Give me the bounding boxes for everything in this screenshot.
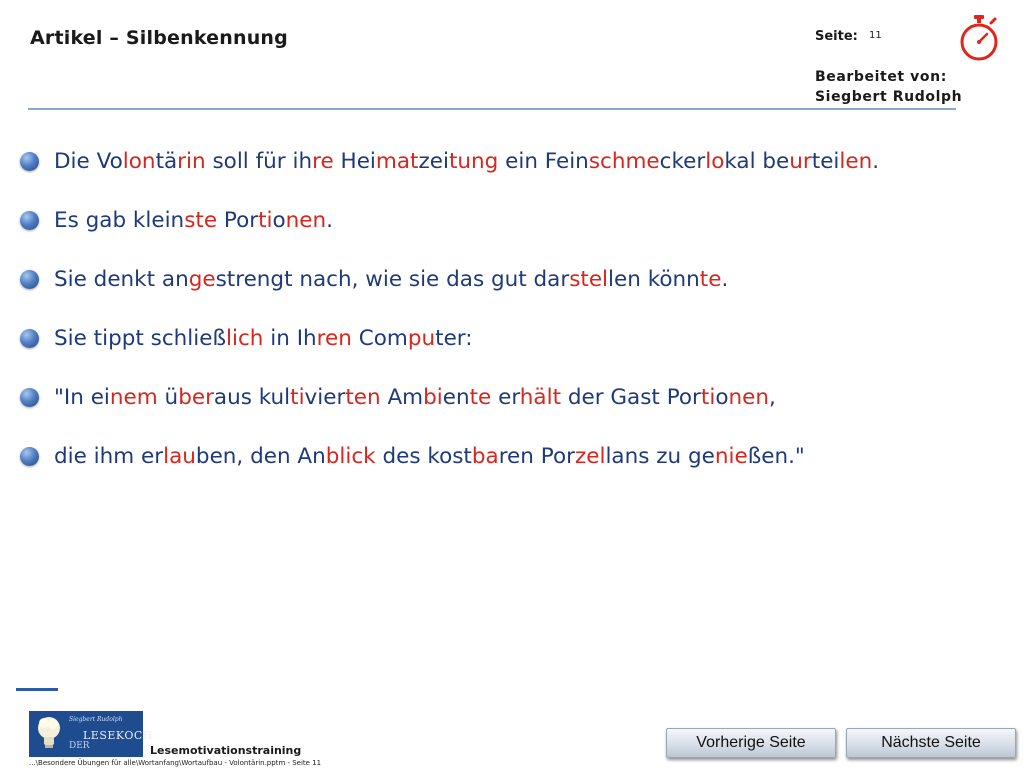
syllable-text: strengt nach, wie sie das gut dar bbox=[215, 267, 570, 292]
program-label: Lesemotivationstraining bbox=[150, 744, 302, 757]
bullet-icon bbox=[20, 211, 39, 230]
accent-dash bbox=[16, 688, 58, 691]
syllable-highlight: pu bbox=[407, 326, 436, 351]
sentence-text bbox=[54, 326, 473, 351]
syllable-text: Die Vo bbox=[54, 149, 123, 174]
syllable-highlight: tung bbox=[448, 149, 499, 174]
syllable-text: kal be bbox=[724, 149, 790, 174]
syllable-highlight: mat bbox=[375, 149, 419, 174]
syllable-highlight: ti bbox=[290, 385, 305, 410]
syllable-text: . bbox=[326, 208, 333, 233]
syllable-highlight: ge bbox=[188, 267, 216, 292]
syllable-highlight: lich bbox=[226, 326, 264, 351]
syllable-highlight: rin bbox=[177, 149, 206, 174]
syllable-highlight: zel bbox=[574, 444, 606, 469]
lesekoch-logo bbox=[29, 711, 153, 757]
syllable-highlight: blick bbox=[325, 444, 376, 469]
logo-author: Siegbert Rudolph bbox=[69, 716, 123, 723]
syllable-text: der Gast Por bbox=[561, 385, 701, 410]
edited-by-name: Siegbert Rudolph bbox=[815, 89, 963, 105]
next-page-button[interactable]: Nächste Seite bbox=[846, 728, 1016, 758]
sentence-text bbox=[54, 444, 805, 469]
syllable-highlight: lau bbox=[163, 444, 196, 469]
syllable-text: ein Fein bbox=[498, 149, 589, 174]
syllable-highlight: ba bbox=[471, 444, 499, 469]
syllable-highlight: lo bbox=[705, 149, 725, 174]
syllable-text: . bbox=[872, 149, 880, 174]
syllable-highlight: ur bbox=[789, 149, 812, 174]
syllable-text: "In ei bbox=[54, 385, 110, 410]
syllable-text: ßen." bbox=[747, 444, 805, 469]
syllable-text: len könn bbox=[608, 267, 700, 292]
syllable-text: Sie tippt schließ bbox=[54, 326, 227, 351]
logo-brand: LESEKOCH bbox=[83, 729, 153, 742]
syllable-text: in Ih bbox=[263, 326, 317, 351]
sentence-text bbox=[54, 149, 879, 174]
sentence-text bbox=[54, 385, 776, 410]
sentence-text bbox=[54, 208, 333, 233]
syllable-highlight: stel bbox=[569, 267, 609, 292]
syllable-text: ben, den An bbox=[195, 444, 326, 469]
bullet-icon bbox=[20, 270, 39, 289]
syllable-text: aus kul bbox=[213, 385, 291, 410]
syllable-text: Hei bbox=[333, 149, 376, 174]
page-label: Seite: bbox=[815, 29, 858, 44]
syllable-highlight: nem bbox=[109, 385, 158, 410]
syllable-text: Es gab klein bbox=[54, 208, 185, 233]
syllable-text: o bbox=[272, 208, 286, 233]
syllable-highlight: nen bbox=[728, 385, 769, 410]
sentence-line bbox=[20, 427, 1010, 486]
bullet-icon bbox=[20, 447, 39, 466]
bullet-icon bbox=[20, 388, 39, 407]
logo-bulb-icon bbox=[35, 715, 63, 751]
syllable-text: lans zu ge bbox=[605, 444, 715, 469]
syllable-text: Por bbox=[217, 208, 259, 233]
sentence-line bbox=[20, 368, 1010, 427]
page-number: 11 bbox=[869, 30, 882, 41]
syllable-text: er bbox=[491, 385, 520, 410]
syllable-highlight: te bbox=[469, 385, 492, 410]
header-divider bbox=[28, 108, 956, 110]
syllable-highlight: lon bbox=[122, 149, 156, 174]
sentence-text bbox=[54, 267, 728, 292]
previous-page-button[interactable]: Vorherige Seite bbox=[666, 728, 836, 758]
edited-by-label: Bearbeitet von: bbox=[815, 69, 947, 85]
edited-by bbox=[815, 67, 962, 107]
syllable-text: soll für ih bbox=[205, 149, 313, 174]
syllable-highlight: re bbox=[312, 149, 334, 174]
syllable-highlight: len bbox=[839, 149, 873, 174]
logo-prefix: DER bbox=[69, 741, 90, 751]
sentence-line bbox=[20, 132, 1010, 191]
syllable-text: ren Por bbox=[498, 444, 575, 469]
bullet-icon bbox=[20, 329, 39, 348]
syllable-highlight: te bbox=[699, 267, 722, 292]
syllable-text: Am bbox=[380, 385, 424, 410]
syllable-text: o bbox=[715, 385, 729, 410]
syllable-text: ü bbox=[157, 385, 179, 410]
syllable-text: Com bbox=[351, 326, 408, 351]
syllable-text: Sie denkt an bbox=[54, 267, 189, 292]
syllable-text: ter: bbox=[435, 326, 473, 351]
syllable-text: cker bbox=[659, 149, 706, 174]
sentence-line bbox=[20, 250, 1010, 309]
syllable-text: , bbox=[768, 385, 776, 410]
sentence-list bbox=[20, 132, 1010, 486]
bullet-icon bbox=[20, 152, 39, 171]
syllable-text: tei bbox=[811, 149, 840, 174]
syllable-highlight: ren bbox=[316, 326, 352, 351]
syllable-highlight: hält bbox=[519, 385, 562, 410]
syllable-highlight: schme bbox=[588, 149, 660, 174]
sentence-line bbox=[20, 309, 1010, 368]
syllable-text: des kost bbox=[375, 444, 472, 469]
syllable-text: tä bbox=[155, 149, 178, 174]
syllable-highlight: ber bbox=[178, 385, 214, 410]
syllable-text: vier bbox=[304, 385, 346, 410]
page-title: Artikel – Silbenkennung bbox=[30, 27, 288, 49]
syllable-highlight: ti bbox=[258, 208, 273, 233]
syllable-text: en bbox=[442, 385, 470, 410]
syllable-highlight: nen bbox=[285, 208, 327, 233]
stopwatch-icon[interactable] bbox=[956, 14, 1002, 62]
syllable-highlight: ti bbox=[700, 385, 716, 410]
file-path: ...\Besondere Übungen für alle\Wortanfang\Wortaufbau - Volontärin.pptm - Seite 11 bbox=[29, 759, 322, 767]
syllable-text: . bbox=[721, 267, 729, 292]
sentence-line bbox=[20, 191, 1010, 250]
syllable-highlight: nie bbox=[714, 444, 748, 469]
syllable-highlight: bi bbox=[423, 385, 443, 410]
syllable-highlight: ten bbox=[345, 385, 381, 410]
syllable-highlight: ste bbox=[184, 208, 218, 233]
syllable-text: die ihm er bbox=[54, 444, 164, 469]
syllable-text: zei bbox=[418, 149, 449, 174]
